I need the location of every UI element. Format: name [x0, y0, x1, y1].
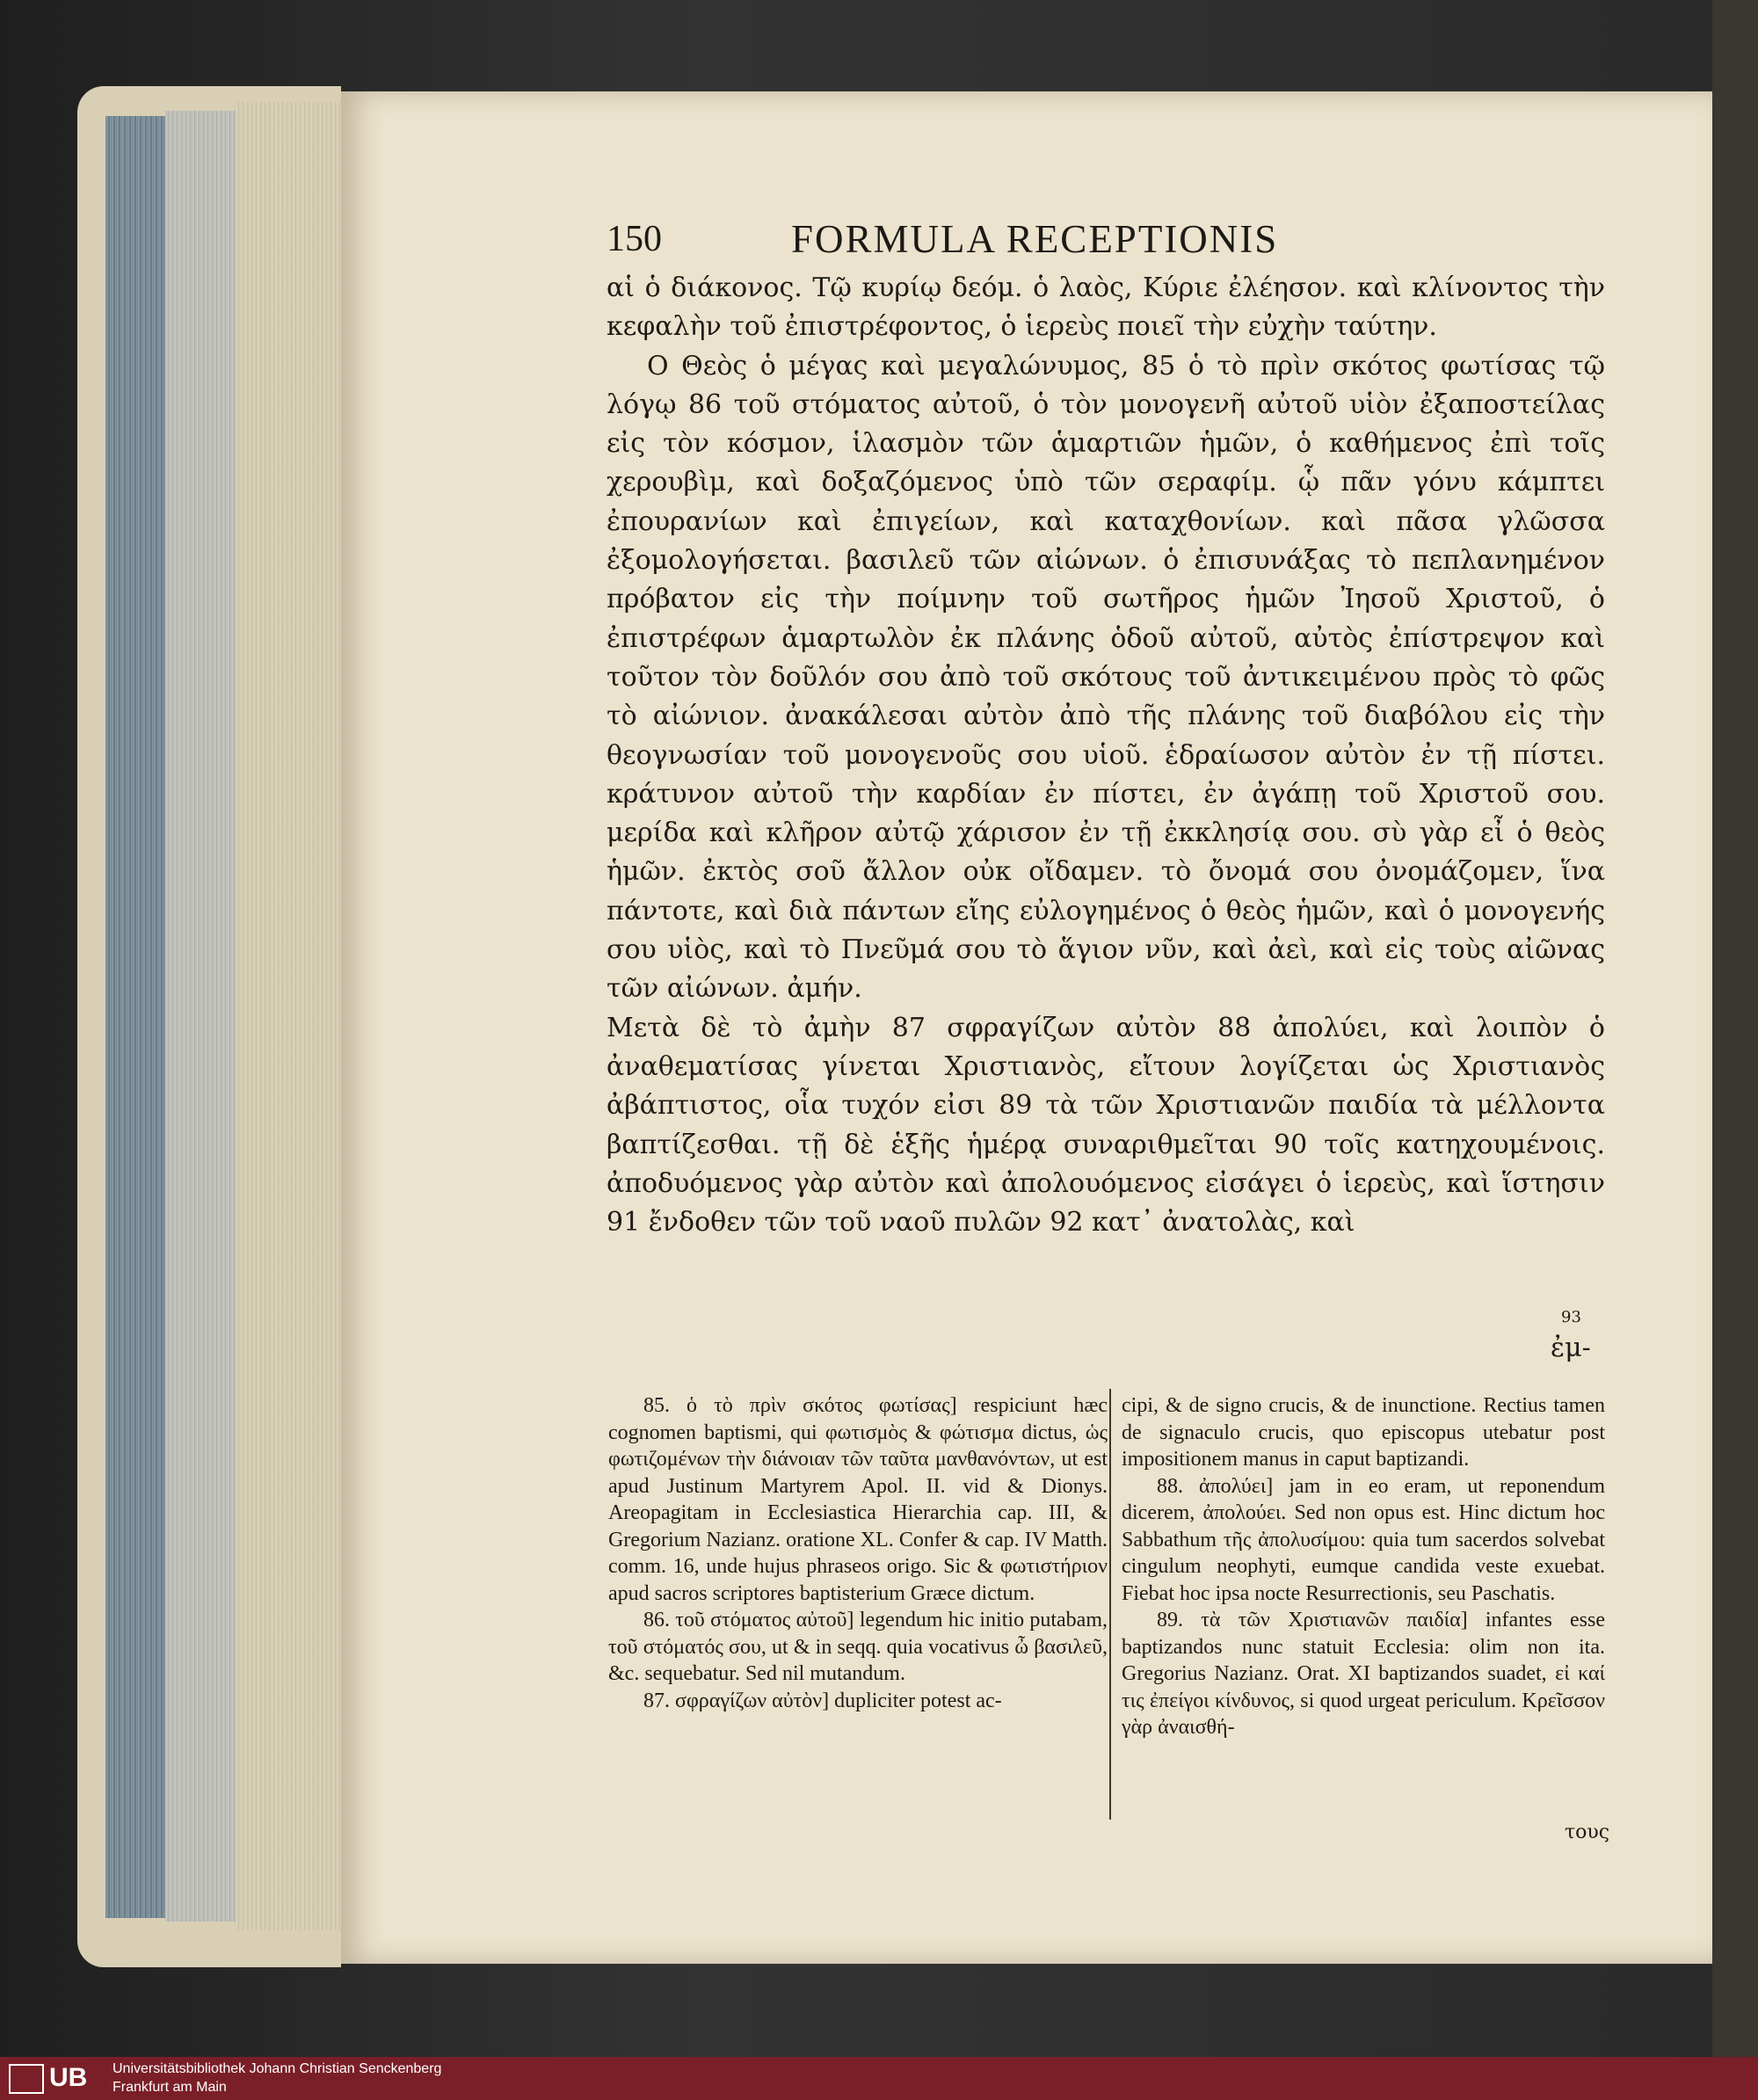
footnote-85: 85. ὁ τὸ πρὶν σκότος φωτίσας] respiciunt hæc cognomen baptismi, qui φωτισμὸς & φώτισμα dictus, ὡς φωτιζομένων τὴν διάνοιαν τῶν ταῦτα μανθανόντων, ut est apud Justinum Martyrem Apol. II. vid & Dionys. Areopagitam in Ecclesiastica Hierarchia cap. III, & Gregorium Nazianz. oratione XL. Confer & cap. IV Matth. comm. 16, unde hujus phraseos origo. Sic & φωτιστήριον apud sacros scriptores baptisterium Græce dictum.	[608, 1394, 1108, 1605]
footer-line-1: Universitätsbibliothek Johann Christian Senckenberg	[113, 2061, 442, 2076]
library-logo	[9, 2063, 105, 2095]
footer-credit	[113, 2060, 441, 2096]
main-paragraph-1: αἱ ὁ διάκονος. Τῷ κυρίῳ δεόμ. ὁ λαὸς, Κύριε ἐλέησον. καὶ κλίνοντος τὴν κεφαλὴν τοῦ ἐπιστρέφοντος, ὁ ἱερεὺς ποιεῖ τὴν εὐχὴν ταύτην.	[607, 272, 1605, 343]
footnote-89: 89. τὰ τῶν Χριστιανῶν παιδία] infantes esse baptizandos nunc statuit Ecclesia: olim non ita. Gregorius Nazianz. Orat. XI baptizandos suadet, εἰ καί τις ἐπείγοι κίνδυνος, si quod urgeat periculum. Κρεῖσσον γὰρ ἀναισθή-	[1122, 1609, 1605, 1739]
footer-line-2: Frankfurt am Main	[113, 2080, 227, 2095]
page-edges-grey	[165, 111, 236, 1922]
catchword: τους	[1565, 1821, 1610, 1843]
footnote-column-divider	[1109, 1389, 1111, 1820]
footnote-86: 86. τοῦ στόματος αὐτοῦ] legendum hic initio putabam, τοῦ στόματός σου, ut & in seqq. quia vocativus ὦ βασιλεῦ, &c. sequebatur. Sed nil mutandum.	[608, 1609, 1108, 1685]
footnote-marker-93: 93	[1561, 1308, 1581, 1326]
page-edges-blue	[105, 116, 165, 1918]
main-paragraph-2: Ο Θεὸς ὁ μέγας καὶ μεγαλώνυμος, 85 ὁ τὸ πρὶν σκότος φωτίσας τῷ λόγῳ 86 τοῦ στόματος αὐτοῦ, ὁ τὸν μονογενῆ αὐτοῦ υἱὸν ἐξαποστείλας εἰς τὸν κόσμον, ἱλασμὸν τῶν ἁμαρτιῶν ἡμῶν, ὁ καθήμενος ἐπὶ τοῖς χερουβὶμ, καὶ δοξαζόμενος ὑπὸ τῶν σεραφίμ. ᾧ πᾶν γόνυ κάμπτει ἐπουρανίων καὶ ἐπιγείων, καὶ καταχθονίων. καὶ πᾶσα γλῶσσα ἐξομολογήσεται. βασιλεῦ τῶν αἰώνων. ὁ ἐπισυνάξας τὸ πεπλανημένον πρόβατον εἰς τὴν ποίμνην τοῦ σωτῆρος ἡμῶν Ἰησοῦ Χριστοῦ, ὁ ἐπιστρέφων ἁμαρτωλὸν ἐκ πλάνης ὁδοῦ αὐτοῦ, αὐτὸς ἐπίστρεψον καὶ τοῦτον τὸν δοῦλόν σου ἀπὸ τοῦ σκότους τοῦ ἀντικειμένου πρὸς τὸ φῶς τὸ αἰώνιον. ἀνακάλεσαι αὐτὸν ἀπὸ τῆς πλάνης τοῦ διαβόλου εἰς τὴν θεογνωσίαν τοῦ μονογενοῦς σου υἱοῦ. ἑδραίωσον αὐτὸν ἐν τῇ πίστει. κράτυνον αὐτοῦ τὴν καρδίαν ἐν πίστει, ἐν ἀγάπῃ τοῦ Χριστοῦ σου. μερίδα καὶ κλῆρον αὐτῷ χάρισον ἐν τῇ ἐκκλησίᾳ σου. σὺ γὰρ εἶ ὁ θεὸς ἡμῶν. ἐκτὸς σοῦ ἄλλον οὐκ οἴδαμεν. τὸ ὄνομά σου ὀνομάζομεν, ἵνα πάντοτε, καὶ διὰ πάντων εἴης εὐλογημένος ὁ θεὸς ἡμῶν, καὶ ὁ μονογενής σου υἱὸς, καὶ τὸ Πνεῦμά σου τὸ ἅγιον νῦν, καὶ ἀεὶ, καὶ εἰς τοὺς αἰῶνας τῶν αἰώνων. ἀμήν.	[607, 350, 1605, 1005]
footnotes-right-column	[1122, 1392, 1605, 1741]
page-edges-cream	[236, 102, 341, 1930]
footnote-88: 88. ἀπολύει] jam in eo eram, ut reponendum dicerem, ἀπολούει. Sed non opus est. Hinc dictum hoc Sabbathum τῆς ἀπολυσίμου: quia tum sacerdos solvebat cingulum neophyti, eumque candida veste exuebat. Fiebat hoc ipsa nocte Resurrectionis, seu Paschatis.	[1122, 1474, 1605, 1605]
page-number: 150	[607, 219, 662, 259]
footnotes-left-column	[608, 1392, 1108, 1714]
hyphenated-last-word: ἐμ-	[1551, 1333, 1591, 1363]
main-paragraph-3: Μετὰ δὲ τὸ ἀμὴν 87 σφραγίζων αὐτὸν 88 ἀπολύει, καὶ λοιπὸν ὁ ἀναθεματίσας γίνεται Χριστιανὸς, εἴτουν λογίζεται ὡς Χριστιανὸς ἀβάπτιστος, οἷα τυχόν εἰσι 89 τὰ τῶν Χριστιανῶν παιδία τὰ μέλλοντα βαπτίζεσθαι. τῇ δὲ ἑξῆς ἡμέρᾳ συναριθμεῖται 90 τοῖς κατηχουμένοις. ἀποδυόμενος γὰρ αὐτὸν καὶ ἀπολουόμενος εἰσάγει ὁ ἱερεὺς, καὶ ἵστησιν 91 ἔνδοθεν τῶν τοῦ ναοῦ πυλῶν 92 κατ᾽ ἀνατολὰς, καὶ	[607, 1012, 1605, 1239]
library-logo-text: UB	[49, 2063, 88, 2092]
main-text	[607, 269, 1605, 1242]
footnote-87-continued: cipi, & de signo crucis, & de inunctione. Rectius tamen de signaculo crucis, quo episcopus utebatur post impositionem manus in caput baptizandi.	[1122, 1394, 1605, 1471]
library-logo-icon	[9, 2064, 44, 2094]
running-head: FORMULA RECEPTIONIS	[791, 217, 1279, 261]
facing-page-strip	[1712, 0, 1758, 2057]
footnote-87: 87. σφραγίζων αὐτὸν] dupliciter potest ac-	[643, 1689, 1002, 1712]
